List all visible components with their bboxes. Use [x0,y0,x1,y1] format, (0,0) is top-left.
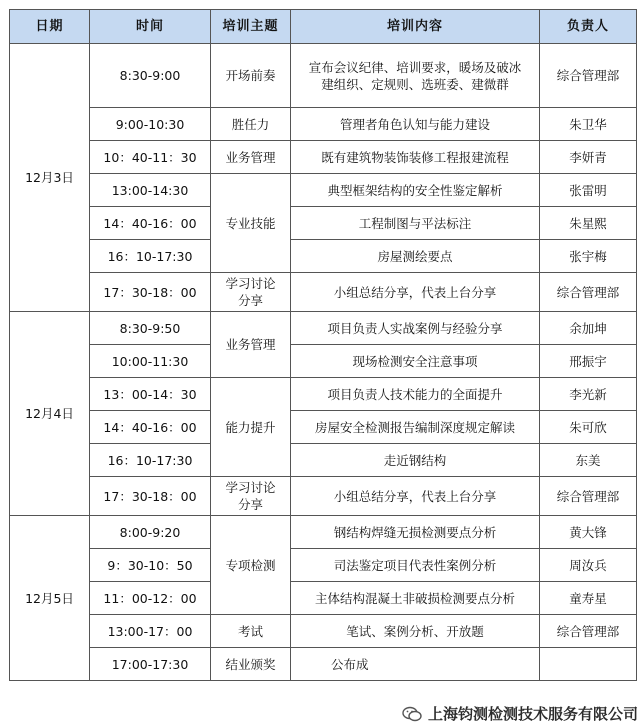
table-row [10,648,637,681]
owner-cell: 邢振宇 [540,345,637,378]
header-content: 培训内容 [291,10,540,44]
content-cell: 房屋安全检测报告编制深度规定解读 [291,411,540,444]
owner-cell: 综合管理部 [540,615,637,648]
owner-cell: 综合管理部 [540,44,637,108]
watermark-text: 上海钧测检测技术服务有限公司 [427,705,638,723]
topic-cell: 结业颁奖 [211,648,291,681]
day-date: 12月4日 [10,312,90,516]
day-date: 12月3日 [10,44,90,312]
content-cell: 钢结构焊缝无损检测要点分析 [291,516,540,549]
owner-cell: 综合管理部 [540,273,637,312]
table-row [10,44,637,108]
time-cell: 13：00-14：30 [90,378,211,411]
time-cell: 8:00-9:20 [90,516,211,549]
owner-cell: 东美 [540,444,637,477]
owner-cell: 综合管理部 [540,477,637,516]
content-cell: 房屋测绘要点 [291,240,540,273]
table-row [10,273,637,312]
wechat-icon [402,706,422,722]
header-owner: 负责人 [540,10,637,44]
header-topic: 培训主题 [211,10,291,44]
owner-cell: 朱可欣 [540,411,637,444]
topic-cell: 学习讨论 分享 [211,273,291,312]
owner-cell: 张宇梅 [540,240,637,273]
content-cell: 主体结构混凝土非破损检测要点分析 [291,582,540,615]
day-date: 12月5日 [10,516,90,681]
table-row [10,444,637,477]
table-row [10,411,637,444]
content-cell: 工程制图与平法标注 [291,207,540,240]
time-cell: 8:30-9:50 [90,312,211,345]
time-cell: 17:00-17:30 [90,648,211,681]
table-row [10,207,637,240]
topic-cell: 学习讨论 分享 [211,477,291,516]
content-cell: 公布成 [291,648,540,681]
content-cell: 司法鉴定项目代表性案例分析 [291,549,540,582]
content-cell: 宣布会议纪律、培训要求，暖场及破冰 建组织、定规则、选班委、建微群 [291,44,540,108]
owner-cell: 童寿星 [540,582,637,615]
time-cell: 13:00-14:30 [90,174,211,207]
owner-cell: 李光新 [540,378,637,411]
time-cell: 17：30-18：00 [90,477,211,516]
content-cell: 小组总结分享，代表上台分享 [291,477,540,516]
time-cell: 17：30-18：00 [90,273,211,312]
table-row [10,141,637,174]
topic-cell: 能力提升 [211,378,291,477]
table-row [10,240,637,273]
topic-cell: 开场前奏 [211,44,291,108]
table-row [10,615,637,648]
table-row [10,378,637,411]
content-cell: 小组总结分享，代表上台分享 [291,273,540,312]
topic-cell: 专项检测 [211,516,291,615]
content-cell: 典型框架结构的安全性鉴定解析 [291,174,540,207]
table-row [10,477,637,516]
content-cell: 笔试、案例分析、开放题 [291,615,540,648]
table-row [10,549,637,582]
owner-cell: 张雷明 [540,174,637,207]
time-cell: 14：40-16：00 [90,207,211,240]
time-cell: 11：00-12：00 [90,582,211,615]
topic-cell: 业务管理 [211,141,291,174]
topic-cell: 考试 [211,615,291,648]
topic-cell: 胜任力 [211,108,291,141]
content-cell: 既有建筑物装饰装修工程报建流程 [291,141,540,174]
table-row [10,345,637,378]
table-row [10,582,637,615]
topic-cell: 业务管理 [211,312,291,378]
time-cell: 10：40-11：30 [90,141,211,174]
time-cell: 13:00-17：00 [90,615,211,648]
topic-cell: 专业技能 [211,174,291,273]
header-row [10,10,637,44]
table-row [10,108,637,141]
content-cell: 项目负责人实战案例与经验分享 [291,312,540,345]
time-cell: 10:00-11:30 [90,345,211,378]
table-row [10,174,637,207]
content-cell: 现场检测安全注意事项 [291,345,540,378]
time-cell: 8:30-9:00 [90,44,211,108]
time-cell: 16：10-17:30 [90,444,211,477]
time-cell: 14：40-16：00 [90,411,211,444]
time-cell: 9:00-10:30 [90,108,211,141]
owner-cell: 李妍青 [540,141,637,174]
table-row [10,516,637,549]
time-cell: 9：30-10：50 [90,549,211,582]
time-cell: 16：10-17:30 [90,240,211,273]
owner-cell [540,648,637,681]
header-date: 日期 [10,10,90,44]
owner-cell: 朱星熙 [540,207,637,240]
owner-cell: 周汝兵 [540,549,637,582]
content-cell: 管理者角色认知与能力建设 [291,108,540,141]
owner-cell: 朱卫华 [540,108,637,141]
watermark [402,703,638,724]
owner-cell: 黄大锋 [540,516,637,549]
content-cell: 项目负责人技术能力的全面提升 [291,378,540,411]
table-row [10,312,637,345]
training-schedule-table [9,9,637,681]
owner-cell: 余加坤 [540,312,637,345]
header-time: 时间 [90,10,211,44]
content-cell: 走近钢结构 [291,444,540,477]
